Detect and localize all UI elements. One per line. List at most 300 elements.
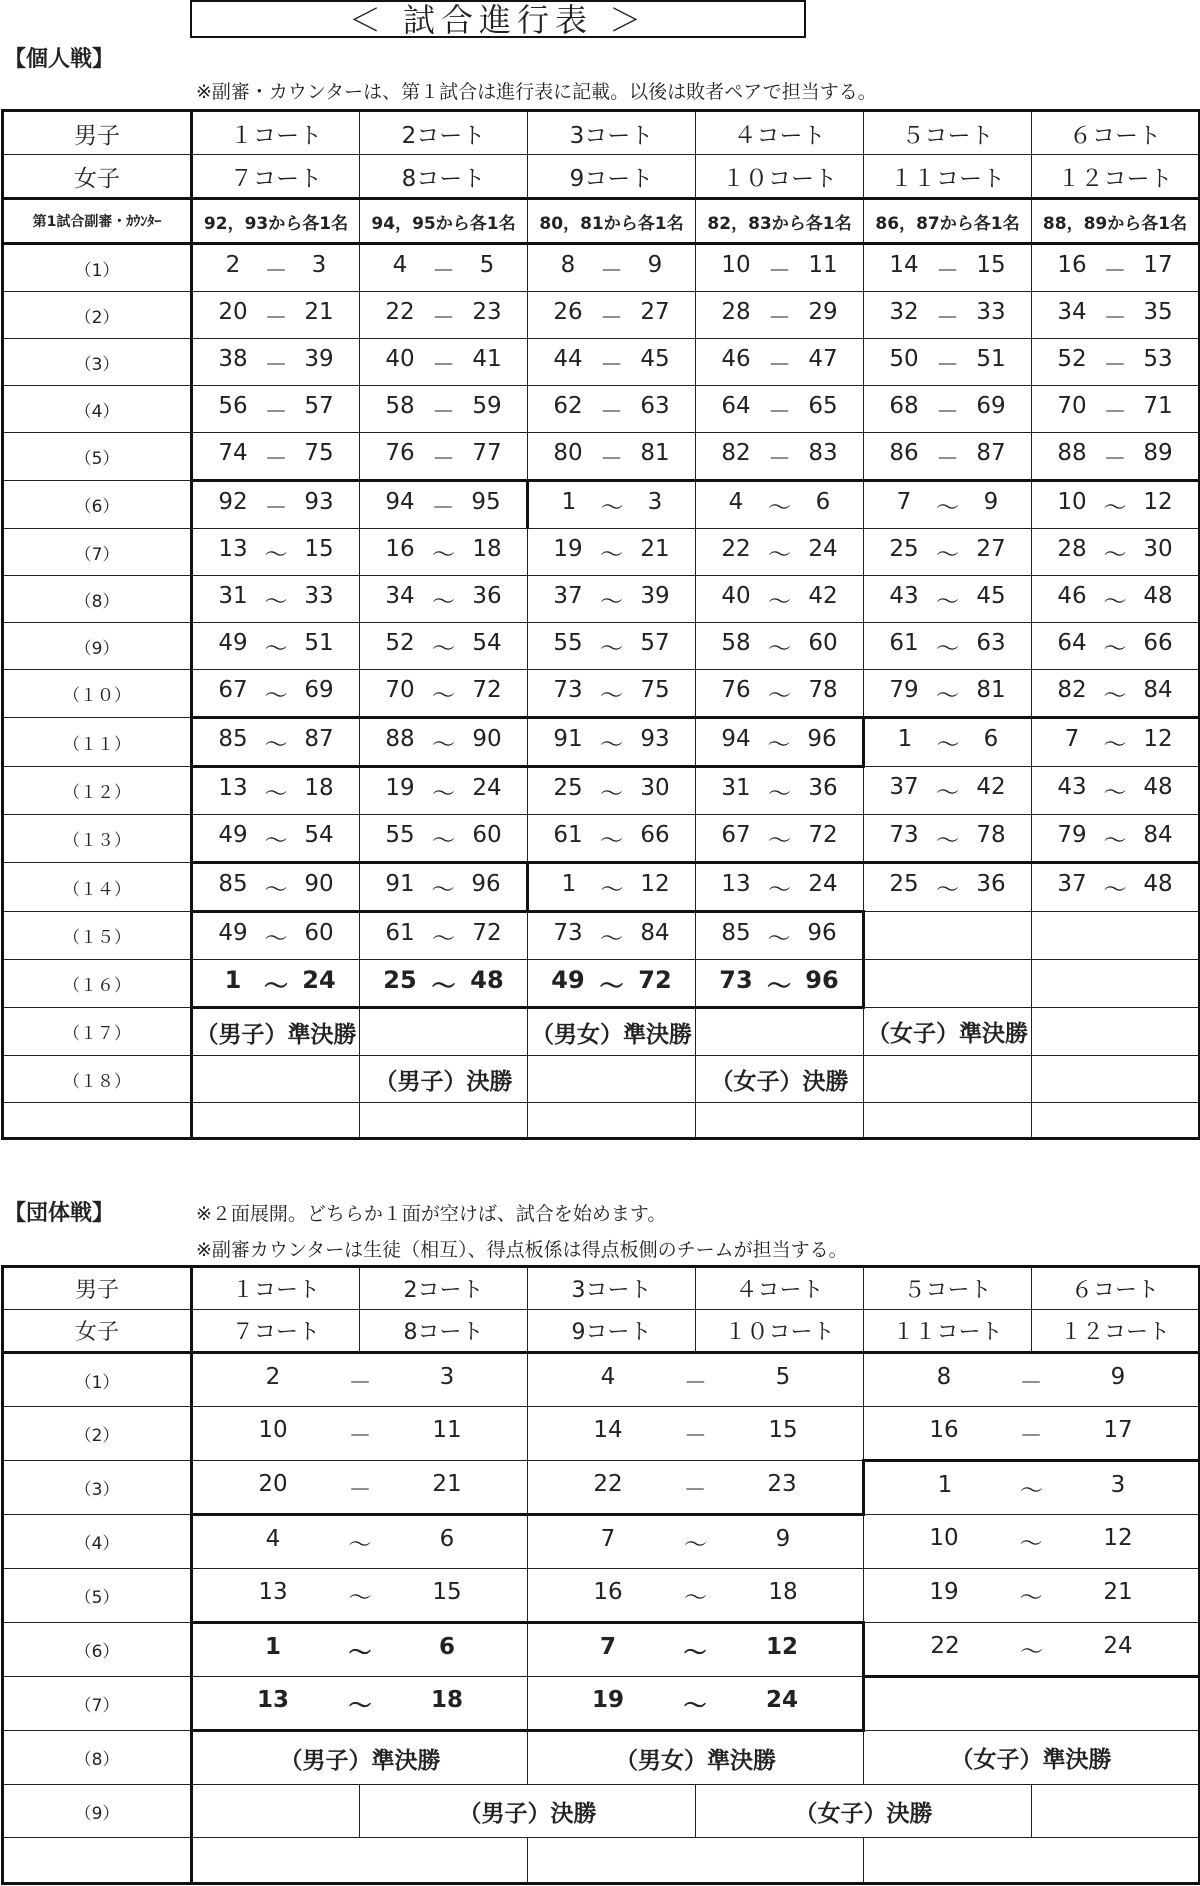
- match-number: 5: [775, 1363, 791, 1390]
- final-label: （女子）決勝: [696, 1785, 1032, 1838]
- match-number: 18: [768, 1578, 798, 1605]
- boys-court-header: １コート: [192, 111, 360, 155]
- match-separator: ～: [348, 1531, 372, 1558]
- match-number: 55: [385, 821, 415, 848]
- semifinal-label: （男女）準決勝: [528, 1008, 696, 1056]
- match-separator: ～: [936, 682, 959, 709]
- match-pair: [193, 1526, 527, 1559]
- match-cell: [1032, 767, 1200, 815]
- match-pair: [864, 346, 1031, 379]
- match-number: 25: [889, 871, 919, 897]
- match-separator: －: [768, 351, 791, 378]
- match-pair: [528, 583, 695, 616]
- individual-note: ※副審・カウンターは、第１試合は進行表に記載。以後は敗者ペアで担当する。: [196, 81, 877, 103]
- match-number: 42: [976, 774, 1006, 800]
- match-cell: [696, 960, 864, 1008]
- match-cell: [528, 1677, 864, 1731]
- match-number: 24: [302, 965, 336, 994]
- match-cell: [192, 1353, 528, 1407]
- match-cell: [192, 912, 360, 960]
- match-number: 45: [640, 345, 670, 372]
- match-pair: [360, 252, 527, 285]
- match-pair: [193, 393, 359, 426]
- match-cell: [864, 1515, 1200, 1569]
- match-number: 23: [767, 1470, 797, 1497]
- match-number: 81: [640, 439, 670, 466]
- match-cell: [528, 1623, 864, 1677]
- match-number: 96: [471, 870, 501, 897]
- match-number: 37: [553, 582, 583, 609]
- match-pair: [696, 677, 863, 710]
- semifinal-label: （男子）準決勝: [192, 1008, 360, 1056]
- match-separator: －: [264, 257, 288, 284]
- round-number: （１５）: [3, 912, 192, 960]
- match-number: 30: [1143, 535, 1173, 562]
- match-cell: [864, 1623, 1200, 1677]
- match-number: 25: [383, 965, 417, 994]
- match-number: 73: [553, 676, 583, 703]
- match-number: 42: [808, 582, 838, 609]
- match-pair: [864, 1525, 1198, 1558]
- match-number: 8: [560, 251, 576, 278]
- match-cell: [528, 386, 696, 433]
- match-cell: [528, 1407, 864, 1461]
- boys-court-header: １コート: [192, 1267, 360, 1310]
- empty-cell: [696, 1008, 864, 1056]
- match-pair: [193, 489, 359, 522]
- round-number: （6）: [3, 1623, 192, 1677]
- first-match-referee-label: 第1試合副審・ｶｳﾝﾀｰ: [3, 199, 192, 244]
- match-number: 36: [808, 774, 838, 801]
- match-pair: [529, 871, 695, 904]
- match-number: 95: [471, 488, 501, 515]
- match-pair: [1032, 822, 1198, 855]
- boys-court-header: ５コート: [864, 1267, 1032, 1310]
- match-number: 24: [472, 774, 502, 801]
- match-number: 1: [897, 726, 913, 752]
- match-number: 37: [1057, 871, 1087, 897]
- match-number: 18: [304, 774, 334, 801]
- match-cell: [192, 339, 360, 386]
- match-cell: [528, 529, 696, 576]
- match-cell: [360, 718, 528, 767]
- match-number: 23: [472, 298, 502, 325]
- match-separator: ～: [600, 494, 624, 521]
- match-separator: ～: [599, 971, 624, 1000]
- match-number: 45: [976, 582, 1006, 609]
- match-pair: [193, 299, 359, 332]
- match-cell: [696, 576, 864, 623]
- match-separator: －: [432, 445, 455, 472]
- match-number: 22: [930, 1632, 960, 1659]
- boys-court-header: ５コート: [864, 111, 1032, 155]
- match-pair: [360, 775, 527, 808]
- match-number: 47: [808, 345, 838, 372]
- match-separator: －: [768, 445, 791, 472]
- match-separator: －: [683, 1476, 707, 1503]
- match-cell: [192, 1461, 528, 1515]
- team-schedule-table: [1, 1265, 1200, 1885]
- match-pair: [528, 1579, 863, 1612]
- match-separator: ～: [1103, 635, 1127, 662]
- match-cell: [528, 576, 696, 623]
- match-separator: ～: [768, 635, 791, 662]
- match-pair: [696, 346, 863, 379]
- match-pair: [528, 252, 695, 285]
- round-number: （2）: [3, 292, 192, 339]
- individual-section-label: 【個人戦】: [4, 47, 115, 72]
- match-number: 40: [721, 582, 751, 609]
- match-cell: [864, 718, 1032, 767]
- match-pair: [696, 920, 862, 953]
- match-number: 90: [304, 870, 334, 897]
- match-number: 10: [929, 1525, 959, 1551]
- match-number: 48: [1143, 871, 1173, 897]
- match-pair: [528, 630, 695, 663]
- match-number: 43: [889, 582, 919, 609]
- match-number: 60: [808, 629, 838, 656]
- boys-court-header: 2コート: [360, 1267, 528, 1310]
- match-number: 73: [553, 919, 583, 946]
- match-number: 41: [472, 345, 502, 372]
- match-number: 86: [889, 439, 919, 466]
- match-separator: －: [1103, 398, 1127, 425]
- match-separator: －: [936, 445, 959, 472]
- empty-cell: [528, 1103, 696, 1139]
- match-pair: [528, 677, 695, 710]
- match-cell: [360, 529, 528, 576]
- match-separator: －: [432, 257, 455, 284]
- match-cell: [696, 339, 864, 386]
- match-pair: [696, 726, 862, 759]
- match-pair: [360, 630, 527, 663]
- match-cell: [360, 815, 528, 863]
- match-cell: [192, 481, 360, 529]
- match-cell: [360, 670, 528, 718]
- match-separator: ～: [432, 731, 455, 758]
- match-cell: [696, 912, 864, 960]
- match-separator: ～: [600, 588, 623, 615]
- match-number: 51: [976, 345, 1006, 372]
- team-note-2: ※副審カウンターは生徒（相互）、得点板係は得点板側のチームが担当する。: [196, 1239, 848, 1261]
- match-number: 96: [807, 919, 837, 946]
- match-number: 48: [470, 965, 504, 994]
- match-cell: [192, 767, 360, 815]
- match-cell: [360, 623, 528, 670]
- match-number: 1: [264, 1633, 281, 1660]
- match-cell: [528, 718, 696, 767]
- match-number: 17: [1143, 251, 1173, 278]
- match-number: 4: [728, 488, 744, 515]
- match-pair: [193, 1417, 527, 1450]
- match-pair: [696, 536, 863, 569]
- match-number: 75: [640, 676, 670, 703]
- match-pair: [528, 1417, 863, 1450]
- match-pair: [1032, 774, 1198, 807]
- match-separator: ～: [264, 925, 288, 952]
- match-pair: [193, 822, 359, 855]
- match-number: 19: [553, 535, 583, 562]
- match-pair: [193, 1634, 527, 1667]
- match-number: 65: [808, 392, 838, 419]
- match-separator: ～: [431, 876, 455, 903]
- empty-cell: [1032, 1103, 1200, 1139]
- empty-cell: [192, 1056, 360, 1103]
- match-cell: [1032, 815, 1200, 863]
- match-separator: ～: [1103, 780, 1127, 806]
- match-pair: [528, 1364, 863, 1397]
- match-separator: ～: [684, 1531, 707, 1558]
- first-match-referee-value: 86，87から各1名: [864, 199, 1032, 244]
- empty-cell: [192, 1103, 360, 1139]
- round-number: （１０）: [3, 670, 192, 718]
- match-number: 9: [775, 1525, 791, 1552]
- match-number: 7: [1064, 726, 1080, 752]
- match-number: 88: [1057, 439, 1087, 466]
- match-number: 9: [1110, 1363, 1126, 1390]
- match-separator: ～: [432, 925, 455, 952]
- match-pair: [864, 440, 1031, 473]
- match-cell: [1032, 386, 1200, 433]
- match-pair: [193, 920, 359, 953]
- match-cell: [192, 718, 360, 767]
- match-pair: [1032, 630, 1198, 663]
- match-pair: [864, 871, 1031, 904]
- girls-label: 女子: [3, 155, 192, 199]
- round-number: （8）: [3, 1731, 192, 1785]
- match-number: 90: [472, 725, 502, 752]
- match-separator: ～: [264, 876, 288, 903]
- match-separator: ～: [768, 588, 791, 615]
- match-pair: [193, 775, 359, 808]
- match-cell: [192, 623, 360, 670]
- match-number: 10: [721, 251, 751, 278]
- match-number: 73: [889, 821, 919, 848]
- match-cell: [360, 863, 528, 912]
- match-number: 77: [472, 439, 502, 466]
- match-number: 22: [385, 298, 415, 325]
- match-cell: [192, 576, 360, 623]
- match-number: 79: [889, 676, 919, 703]
- match-separator: ～: [600, 682, 623, 709]
- match-cell: [192, 1407, 528, 1461]
- match-cell: [696, 718, 864, 767]
- boys-court-header: 2コート: [360, 111, 528, 155]
- empty-cell: [528, 1056, 696, 1103]
- match-separator: ～: [1019, 1585, 1043, 1611]
- match-number: 1: [561, 870, 577, 897]
- round-number: （4）: [3, 386, 192, 433]
- individual-schedule-table: [1, 109, 1200, 1140]
- boys-label: 男子: [3, 111, 192, 155]
- match-cell: [864, 529, 1032, 576]
- match-separator: ～: [1020, 1477, 1043, 1504]
- match-pair: [360, 920, 527, 953]
- match-pair: [1032, 299, 1198, 332]
- boys-court-header: 3コート: [528, 1267, 696, 1310]
- match-separator: －: [1103, 351, 1127, 378]
- round-number: （１１）: [3, 718, 192, 767]
- match-number: 49: [218, 821, 248, 848]
- match-number: 63: [976, 629, 1006, 656]
- match-separator: －: [768, 304, 791, 331]
- match-cell: [528, 1461, 864, 1515]
- match-number: 7: [600, 1525, 616, 1552]
- round-number: （1）: [3, 1353, 192, 1407]
- round-number: （5）: [3, 433, 192, 481]
- match-pair: [1032, 677, 1198, 710]
- match-pair: [696, 299, 863, 332]
- match-number: 1: [224, 965, 242, 994]
- match-number: 14: [889, 251, 919, 278]
- match-number: 60: [472, 821, 502, 848]
- match-number: 24: [808, 535, 838, 562]
- match-number: 9: [647, 251, 663, 278]
- match-pair: [529, 489, 695, 522]
- match-number: 54: [472, 629, 502, 656]
- round-number: （１７）: [3, 1008, 192, 1056]
- round-number: （7）: [3, 529, 192, 576]
- match-number: 3: [1110, 1471, 1126, 1498]
- empty-cell: [864, 1838, 1200, 1884]
- match-number: 94: [385, 488, 415, 515]
- match-separator: ～: [1103, 494, 1127, 521]
- semifinal-label: （女子）準決勝: [864, 1731, 1200, 1785]
- match-number: 8: [936, 1363, 952, 1390]
- match-cell: [192, 244, 360, 292]
- match-number: 13: [256, 1686, 289, 1713]
- match-pair: [864, 583, 1031, 616]
- match-separator: ～: [936, 877, 959, 903]
- boys-label: 男子: [3, 1267, 192, 1310]
- match-number: 62: [553, 392, 583, 419]
- first-match-referee-value: 80，81から各1名: [528, 199, 696, 244]
- match-cell: [192, 433, 360, 481]
- match-separator: ～: [767, 971, 791, 1000]
- match-separator: ～: [1103, 541, 1127, 568]
- match-number: 17: [1103, 1416, 1133, 1443]
- match-number: 33: [304, 582, 334, 609]
- match-number: 93: [304, 488, 334, 515]
- match-number: 57: [304, 392, 334, 419]
- match-separator: －: [264, 445, 288, 472]
- match-pair: [193, 630, 359, 663]
- round-number: （１６）: [3, 960, 192, 1008]
- match-cell: [864, 481, 1032, 529]
- match-number: 96: [805, 965, 839, 994]
- match-separator: ～: [768, 827, 791, 854]
- match-pair: [528, 1526, 863, 1559]
- match-number: 91: [385, 870, 415, 897]
- match-separator: ～: [936, 780, 959, 806]
- match-number: 24: [808, 870, 838, 897]
- girls-court-header: １０コート: [696, 1310, 864, 1353]
- round-number: （6）: [3, 481, 192, 529]
- match-number: 25: [889, 535, 919, 562]
- match-number: 19: [385, 774, 415, 801]
- match-separator: ～: [767, 731, 791, 758]
- match-number: 70: [385, 676, 415, 703]
- empty-cell: [360, 1008, 528, 1056]
- match-number: 21: [1103, 1579, 1133, 1605]
- match-cell: [192, 1515, 528, 1569]
- empty-cell: [3, 1103, 192, 1139]
- match-number: 11: [432, 1417, 462, 1443]
- match-separator: －: [768, 398, 791, 425]
- match-separator: ～: [936, 541, 959, 568]
- match-cell: [528, 670, 696, 718]
- match-cell: [1032, 576, 1200, 623]
- match-number: 16: [929, 1416, 959, 1443]
- match-pair: [360, 299, 527, 332]
- match-number: 16: [1057, 251, 1087, 278]
- match-number: 18: [472, 535, 502, 562]
- match-separator: －: [348, 1476, 372, 1503]
- match-separator: ～: [432, 588, 455, 615]
- match-pair: [865, 1472, 1198, 1505]
- match-cell: [1032, 292, 1200, 339]
- match-number: 79: [1057, 821, 1087, 848]
- match-separator: ～: [264, 731, 288, 758]
- match-cell: [192, 863, 360, 912]
- match-number: 36: [976, 871, 1006, 897]
- match-pair: [528, 726, 695, 759]
- round-number: （9）: [3, 1785, 192, 1838]
- match-number: 3: [647, 488, 663, 515]
- match-number: 28: [1057, 535, 1087, 562]
- match-cell: [528, 1569, 864, 1623]
- match-separator: －: [600, 304, 623, 331]
- round-number: （7）: [3, 1677, 192, 1731]
- match-cell: [192, 670, 360, 718]
- match-cell: [360, 244, 528, 292]
- boys-court-header: ４コート: [696, 111, 864, 155]
- match-pair: [360, 393, 527, 426]
- match-pair: [696, 440, 863, 473]
- match-pair: [1032, 871, 1198, 904]
- match-pair: [528, 299, 695, 332]
- match-pair: [360, 583, 527, 616]
- match-cell: [864, 576, 1032, 623]
- match-separator: －: [264, 304, 288, 331]
- match-number: 36: [472, 582, 502, 609]
- empty-cell: [3, 1838, 192, 1884]
- match-separator: －: [432, 398, 455, 425]
- match-number: 69: [304, 676, 334, 703]
- match-cell: [192, 960, 360, 1008]
- match-number: 71: [1143, 392, 1173, 419]
- match-cell: [1032, 623, 1200, 670]
- match-pair: [193, 440, 359, 473]
- match-pair: [528, 822, 695, 855]
- empty-cell: [696, 1103, 864, 1139]
- empty-cell: [360, 1103, 528, 1139]
- girls-court-header: １２コート: [1032, 155, 1200, 199]
- match-cell: [1032, 529, 1200, 576]
- match-number: 50: [889, 345, 919, 372]
- page-title: ＜ 試合進行表 ＞: [190, 0, 806, 38]
- match-separator: ～: [684, 1584, 707, 1611]
- match-number: 12: [640, 870, 670, 897]
- match-cell: [864, 433, 1032, 481]
- match-separator: ～: [264, 971, 288, 1000]
- round-number: （3）: [3, 339, 192, 386]
- round-number: （１８）: [3, 1056, 192, 1103]
- round-number: （2）: [3, 1407, 192, 1461]
- match-separator: ～: [767, 925, 791, 952]
- girls-court-header: １１コート: [864, 1310, 1032, 1353]
- match-number: 52: [1057, 345, 1087, 372]
